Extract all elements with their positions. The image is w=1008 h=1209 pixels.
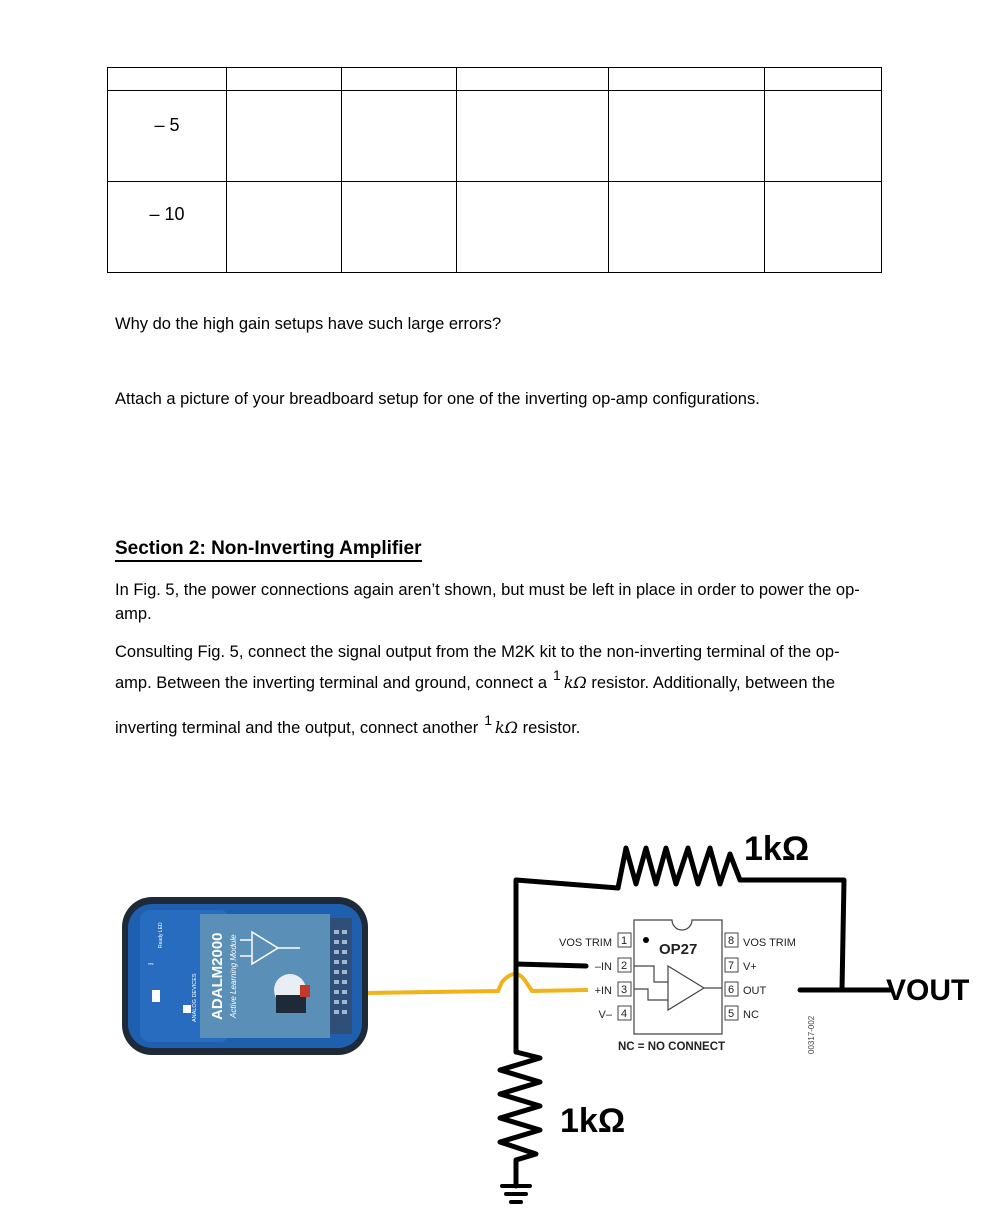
value-1: 1 [553,667,561,683]
op27-chip [559,920,816,1054]
lock-icon [152,990,160,1002]
pin-label: OUT [743,985,767,997]
paragraph-line [115,712,885,740]
device-subtitle: Active Learning Module [229,934,238,1018]
pin-number: 2 [621,960,628,972]
pin-label: +IN [594,985,612,997]
table-row [108,68,882,91]
inverting-input-wire [516,964,586,966]
table-cell [342,182,457,273]
ground-resistor-label: 1kΩ [560,1102,626,1140]
nc-note: NC = NO CONNECT [618,1041,726,1053]
adalm2000-device [122,897,368,1055]
pin-number: 8 [728,935,735,947]
text-run: amp. Between the inverting terminal and ground, connect a [115,674,548,692]
feedback-wire [740,880,844,990]
table-cell [108,68,227,91]
paragraph-power: In Fig. 5, the power connections again aren’t shown, but must be left in place in order to power the op-amp. [115,581,860,623]
device-name: ADALM2000 [209,932,226,1020]
section-title: Section 2: Non-Inverting Amplifier [115,538,422,562]
pin-number: 5 [728,1008,735,1020]
pin-number: 6 [728,984,735,996]
chip-name: OP27 [659,941,698,958]
table-cell [609,68,765,91]
gain-label: – 5 [108,91,227,182]
unit-kohm: kΩ [563,673,587,692]
circuit-figure [0,800,1008,1209]
text-run: resistor. [522,719,581,737]
text-run: inverting terminal and the output, connect another [115,719,479,737]
pin-label: V– [598,1009,612,1021]
paragraph-connect [115,640,885,740]
question-text: Why do the high gain setups have such large errors? [115,315,502,333]
signal-wire [368,974,588,993]
pin-label: NC [743,1009,759,1021]
table-cell [609,182,765,273]
led-label: Ready LED [158,922,164,948]
pin-label: V+ [743,961,757,973]
feedback-resistor-label: 1kΩ [744,830,810,868]
results-table [107,67,882,273]
gain-label: – 10 [108,182,227,273]
table-cell [609,91,765,182]
figure-code: 00317-002 [807,1015,816,1054]
paragraph-line: Consulting Fig. 5, connect the signal output from the M2K kit to the non-inverting terminal of the op- [115,643,840,661]
table-cell [765,91,882,182]
pin1-marker [643,937,649,943]
ground-resistor [500,1052,540,1186]
pin-number: 3 [621,984,628,996]
table-row [108,182,882,273]
table-cell [227,91,342,182]
brand-logo [183,1005,191,1013]
pin-number: 1 [621,935,628,947]
table-cell [457,91,609,182]
pin-label: –IN [594,961,612,973]
pin-number: 7 [728,960,735,972]
table-cell [342,91,457,182]
table-cell [457,68,609,91]
table-cell [227,68,342,91]
paragraph-line [115,667,885,695]
table-cell [342,68,457,91]
pin-number: 4 [621,1008,628,1020]
vout-label: VOUT [886,974,970,1007]
table-row [108,91,882,182]
table-cell [457,182,609,273]
value-1: 1 [484,712,493,728]
table-cell [227,182,342,273]
pin-label: VOS TRIM [743,937,796,949]
table-cell [765,182,882,273]
unit-kohm: kΩ [495,718,518,737]
brand-text: ANALOG DEVICES [192,973,198,1022]
usb-icon: ⎓ [148,961,154,968]
text-run: resistor. Additionally, between the [591,674,836,692]
feedback-resistor [618,848,740,888]
table-cell [765,68,882,91]
pin-label: VOS TRIM [559,937,612,949]
attach-instruction: Attach a picture of your breadboard setup for one of the inverting op-amp configurations. [115,390,760,408]
